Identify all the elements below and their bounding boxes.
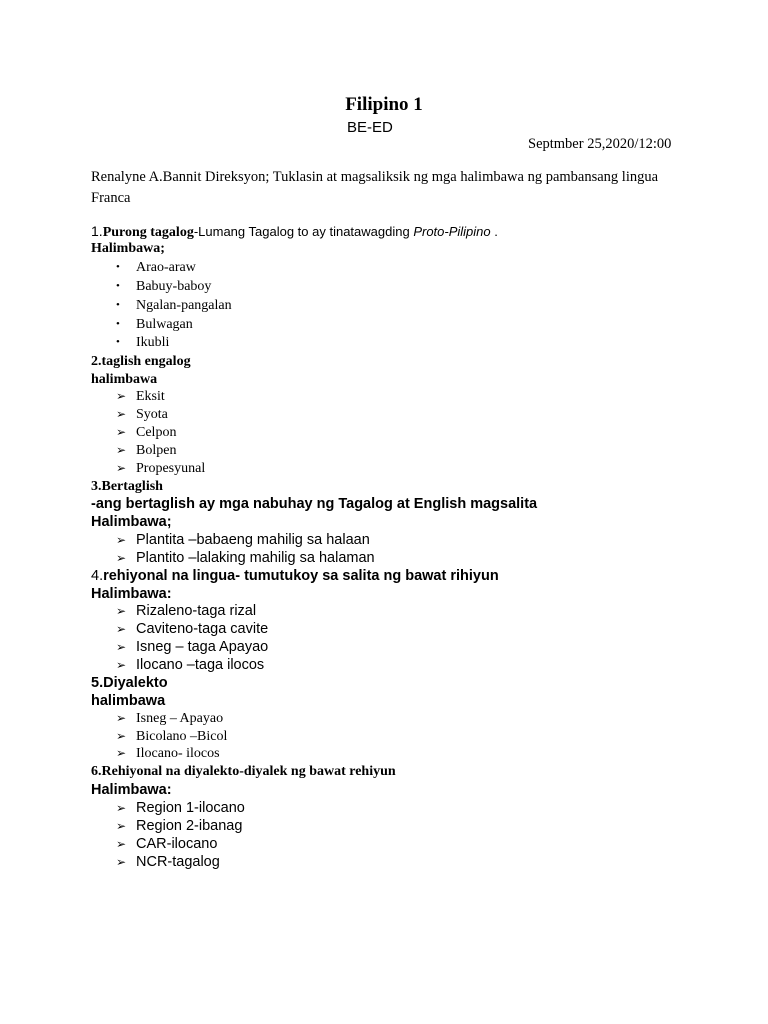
list-item: ➢ Bicolano –Bicol	[116, 729, 228, 744]
section1-def-italic: Proto-Pilipino	[413, 224, 491, 239]
bullet-icon: •	[116, 280, 120, 292]
list-item: ➢ CAR-ilocano	[116, 836, 218, 852]
section4-label: Halimbawa:	[91, 586, 172, 602]
arrow-bullet-icon: ➢	[116, 533, 127, 547]
section3-description: -ang bertaglish ay mga nabuhay ng Tagalog at English magsalita	[91, 496, 538, 512]
section5-label: halimbawa	[91, 693, 166, 709]
list-item: ➢ Eksit	[116, 389, 165, 404]
arrow-bullet-icon: ➢	[116, 837, 127, 851]
section1-number: 1.	[91, 223, 103, 239]
list-item: ➢ Plantito –lalaking mahilig sa halaman	[116, 550, 375, 566]
section2-heading: 2.taglish engalog	[91, 354, 191, 369]
arrow-bullet-icon: ➢	[116, 461, 127, 475]
section6-label: Halimbawa:	[91, 782, 172, 798]
list-item: ➢ Region 2-ibanag	[116, 818, 243, 834]
section4-heading: 4.rehiyonal na lingua- tumutukoy sa salita ng bawat rihiyun	[91, 568, 499, 584]
arrow-bullet-icon: ➢	[116, 658, 127, 672]
list-item: ➢ Region 1-ilocano	[116, 800, 245, 816]
list-item: • Bulwagan	[116, 317, 193, 332]
list-item: • Ngalan-pangalan	[116, 298, 232, 313]
list-item: ➢ Bolpen	[116, 443, 177, 458]
date-line: Septmber 25,2020/12:00	[528, 136, 672, 152]
list-item: ➢ Ilocano- ilocos	[116, 746, 220, 761]
list-item: ➢ Syota	[116, 407, 168, 422]
bullet-icon: •	[116, 299, 120, 311]
list-item: ➢ Caviteno-taga cavite	[116, 621, 269, 637]
section2-label: halimbawa	[91, 372, 158, 387]
section5-heading: 5.Diyalekto	[91, 675, 168, 691]
section3-heading: 3.Bertaglish	[91, 479, 163, 494]
intro-paragraph: Renalyne A.Bannit Direksyon; Tuklasin at magsaliksik ng mga halimbawa ng pambansang lingua Franca	[91, 169, 659, 206]
arrow-bullet-icon: ➢	[116, 604, 127, 618]
bullet-icon: •	[116, 261, 120, 273]
arrow-bullet-icon: ➢	[116, 819, 127, 833]
list-item: • Ikubli	[116, 335, 170, 350]
list-item: ➢ Celpon	[116, 425, 177, 440]
arrow-bullet-icon: ➢	[116, 746, 127, 760]
arrow-bullet-icon: ➢	[116, 425, 127, 439]
arrow-bullet-icon: ➢	[116, 855, 127, 869]
list-item: ➢ Isneg – taga Apayao	[116, 639, 269, 655]
bullet-icon: •	[116, 318, 120, 330]
arrow-bullet-icon: ➢	[116, 729, 127, 743]
arrow-bullet-icon: ➢	[116, 443, 127, 457]
course-label: BE-ED	[347, 119, 393, 136]
arrow-bullet-icon: ➢	[116, 407, 127, 421]
arrow-bullet-icon: ➢	[116, 389, 127, 403]
arrow-bullet-icon: ➢	[116, 801, 127, 815]
list-item: ➢ Propesyunal	[116, 461, 206, 476]
list-item: • Arao-araw	[116, 260, 196, 275]
arrow-bullet-icon: ➢	[116, 622, 127, 636]
arrow-bullet-icon: ➢	[116, 711, 127, 725]
section3-label: Halimbawa;	[91, 514, 172, 530]
section1-term: Purong tagalog	[102, 225, 194, 240]
section1-label: Halimbawa;	[91, 241, 165, 256]
arrow-bullet-icon: ➢	[116, 640, 127, 654]
list-item: ➢ Ilocano –taga ilocos	[116, 657, 265, 673]
list-item: ➢ NCR-tagalog	[116, 854, 220, 870]
section1-def-suffix: .	[490, 224, 498, 239]
section1-heading	[91, 223, 498, 241]
bullet-icon: •	[116, 336, 120, 348]
list-item: ➢ Plantita –babaeng mahilig sa halaan	[116, 532, 370, 548]
list-item: • Babuy-baboy	[116, 279, 212, 294]
list-item: ➢ Rizaleno-taga rizal	[116, 603, 257, 619]
section6-heading: 6.Rehiyonal na diyalekto-diyalek ng bawat rehiyun	[91, 764, 396, 779]
arrow-bullet-icon: ➢	[116, 551, 127, 565]
section1-def: -Lumang Tagalog to ay tinatawagding	[193, 224, 414, 239]
page-title: Filipino 1	[345, 94, 423, 115]
list-item: ➢ Isneg – Apayao	[116, 711, 224, 726]
